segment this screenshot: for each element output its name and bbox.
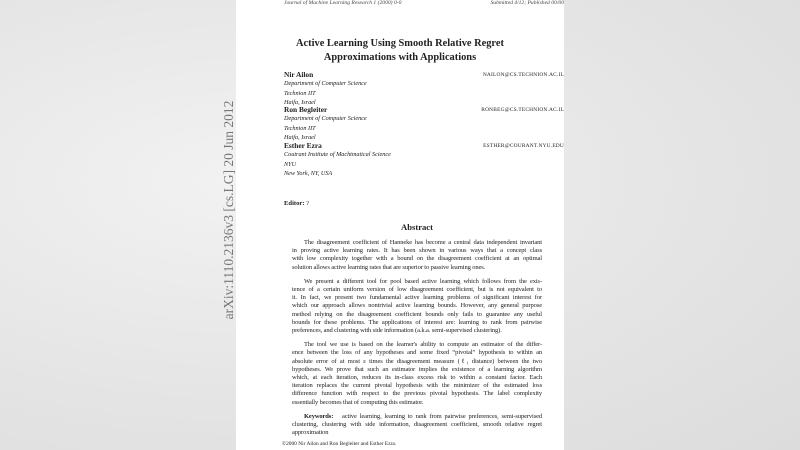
abstract-line: it. In fact, we present two fundamental active learning problems of significant interest for <box>292 294 542 302</box>
author-affiliation <box>284 114 367 143</box>
author-name: Esther Ezra <box>284 141 322 150</box>
affiliation-line: NYU <box>284 160 297 168</box>
abstract-line: solution allows active learning rates that are superior to passive learning ones. <box>292 263 486 271</box>
affiliation-line: New York, NY, USA <box>284 170 333 178</box>
keywords-line <box>292 413 542 421</box>
keywords-line: clustering, clustering with side information, disagreement coefficient, smooth relative regret <box>292 421 542 429</box>
editor-value: ? <box>306 200 310 207</box>
abstract-line: The tool we use is based on the learner's ability to compute an estimator of the differ- <box>304 341 542 349</box>
abstract-paragraph <box>292 239 542 272</box>
affiliation-line: Department of Computer Science <box>284 80 367 87</box>
author-email[interactable]: NAILON@CS.TECHNION.AC.IL <box>482 72 564 78</box>
affiliation-line: Department of Computer Science <box>284 115 367 122</box>
affiliation-line: Haifa, Israel <box>284 134 316 142</box>
abstract-paragraph <box>292 278 542 335</box>
abstract-line: preferences, and clustering with side information (a.k.a. semi-supervised clustering). <box>292 327 502 335</box>
author-email[interactable]: RONBEG@CS.TECHNION.AC.IL <box>481 107 564 113</box>
keywords-text: active learning, learning to rank from pairwise preferences, semi-supervised <box>342 412 543 420</box>
author-affiliation <box>284 79 367 108</box>
abstract-section <box>292 222 542 443</box>
abstract-line: tence of a certain uniform version of low disagreement coefficient, but is not equivalent to <box>292 286 542 294</box>
title-line: Active Learning Using Smooth Relative Regret <box>296 38 504 49</box>
abstract-line: bounds for these problems. The applications of interest are: learning to rank from pairwise <box>292 318 542 326</box>
keywords <box>292 413 542 438</box>
abstract-line: method relying on the disagreement coefficient bounds only fails to guarantee any useful <box>292 310 542 318</box>
title-line: Approximations with Applications <box>323 51 477 63</box>
affiliation-line: Coutrant Institute of Machtmatical Science <box>284 151 391 158</box>
abstract-line: which, at each iteration, reduces its in-class excess risk to within a constant factor. Each <box>292 374 542 382</box>
editor <box>284 200 309 207</box>
paper-title <box>236 37 564 64</box>
author-affiliation <box>284 150 391 179</box>
abstract-line: with low complexity together with a bound on the disagreement coefficient at an optimal <box>292 255 542 263</box>
copyright-footer: ©2000 Nir Ailon and Ron Begleiter and Esther Ezra. <box>282 441 397 447</box>
abstract-line: which our approach allows nontrivial active learning bounds. However, any general purpose <box>292 302 542 310</box>
author-name: Ron Begleiter <box>284 105 328 114</box>
abstract-line: in proving active learning rates. It has been shown in various ways that a concept class <box>292 247 542 255</box>
abstract-line: iteration replaces the current pivotal hypothesis with the minimizer of the estimated loss <box>292 382 542 390</box>
author-name: Nir Ailon <box>284 70 314 79</box>
affiliation-line: Technion IIT <box>284 124 316 132</box>
abstract-line: We present a different tool for pool based active learning which follows from the exis- <box>304 277 542 285</box>
affiliation-line: Haifa, Israel <box>284 99 316 107</box>
abstract-line: essentially becomes that of computing this estimator. <box>292 398 424 406</box>
paper-page <box>236 0 564 450</box>
abstract-paragraph <box>292 341 542 407</box>
editor-label: Editor: <box>284 200 305 207</box>
abstract-line: absolute error of at most ε times the disagreement measure (ℓ₁ distance) between the two <box>292 357 542 365</box>
abstract-title: Abstract <box>401 222 433 232</box>
keywords-line: approximation <box>292 429 329 437</box>
submission-info: Submitted 4/12; Published 00/00 <box>490 0 564 6</box>
abstract-line: ence between the loss of any hypotheses and some fixed “pivotal” hypothesis to within an <box>292 349 542 357</box>
abstract-line: hypotheses. We prove that such an estimator implies the existence of a learning algorithm <box>292 365 542 373</box>
arxiv-stamp: arXiv:1110.2136v3 [cs.LG] 20 Jun 2012 <box>221 100 236 320</box>
journal-header: Journal of Machine Learning Research 1 (2000) 0-0 <box>284 0 402 6</box>
keywords-label: Keywords: <box>304 412 334 420</box>
abstract-line: The disagreement coefficient of Hanneke has become a central data independent invariant <box>304 239 542 246</box>
abstract-line: difference function with respect to the previous pivotal hypothesis. The label complexity <box>292 390 542 398</box>
author-email[interactable]: ESTHER@COURANT.NYU.EDU <box>483 143 564 149</box>
affiliation-line: Technion IIT <box>284 89 316 97</box>
